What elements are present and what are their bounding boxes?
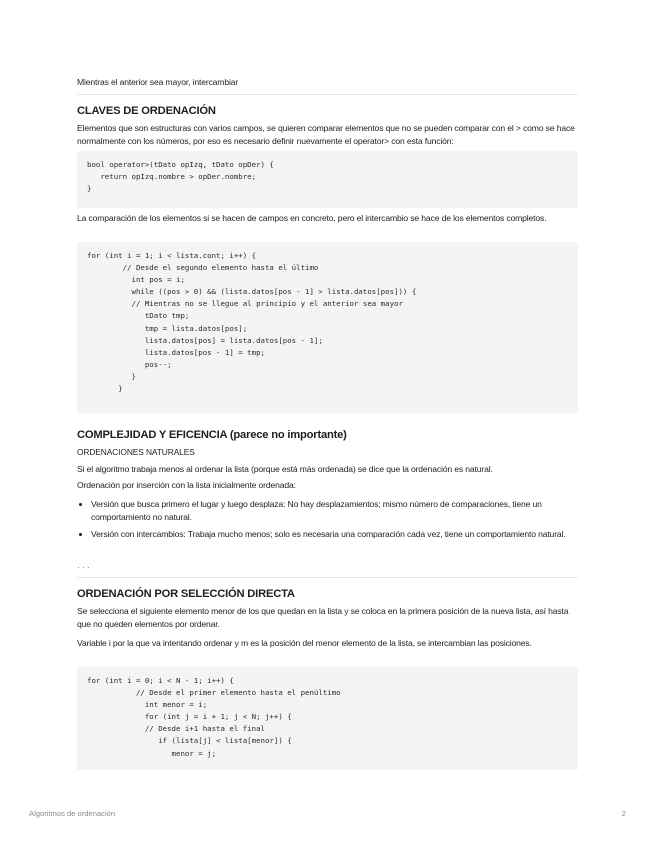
- code-block-insercion: for (int i = 1; i < lista.cont; i++) { // Desde el segundo elemento hasta el último int pos = i; while ((pos > 0) && (lista.datos[pos - 1] > lista.datos[pos])) { // Mientras no se llegue al principio y el anterior sea mayor tDato tmp; tmp = lista.datos[pos]; lista.datos[pos] = lista.datos[pos - 1]; lista.datos[pos - 1] = tmp; pos--; } }: [77, 242, 578, 413]
- list-item: • Versión que busca primero el lugar y luego desplaza: No hay desplazamientos; mismo número de comparaciones, tiene un comportamiento no natural.: [91, 498, 578, 523]
- paragraph-seleccion: Se selecciona el siguiente elemento menor de los que quedan en la lista y se coloca en la primera posición de la nueva lista, así hasta que no queden elementos por ordenar.: [77, 606, 569, 629]
- section-title-claves: CLAVES DE ORDENACIÓN: [77, 105, 216, 117]
- subtitle-ordenaciones-naturales: ORDENACIONES NATURALES: [77, 447, 195, 457]
- ellipsis: · · ·: [77, 562, 90, 572]
- list-item: • Versión con intercambios: Trabaja mucho menos; solo es necesaria una comparación cada vez, tiene un comportamiento natural.: [91, 528, 578, 541]
- code-block-seleccion: for (int i = 0; i < N - 1; i++) { // Desde el primer elemento hasta el penúltimo int menor = i; for (int j = i + 1; j < N; j++) { // Desde i+1 hasta el final if (lista[j] < lista[menor]) { menor = j;: [77, 667, 578, 770]
- paragraph-comparacion: La comparación de los elementos si se hacen de campos en concreto, pero el intercambio se hace de los elementos completos.: [77, 213, 547, 223]
- divider: [77, 577, 578, 578]
- paragraph-claves: Elementos que son estructuras con varios campos, se quieren comparar elementos que no se pueden comparar con el > como se hace normalmente con los números, por eso es necesario definir nuevamente el operator> con esta función:: [77, 123, 575, 146]
- code-block-operator: bool operator>(tDato opIzq, tDato opDer) { return opIzq.nombre > opDer.nombre; }: [77, 151, 578, 208]
- page-number: 2: [621, 809, 626, 818]
- intro-line: Mientras el anterior sea mayor, intercambiar: [77, 77, 239, 87]
- paragraph-natural: Si el algoritmo trabaja menos al ordenar la lista (porque está más ordenada) se dice que la ordenación es natural.: [77, 464, 493, 474]
- bullet-list: [77, 498, 578, 541]
- divider: [77, 94, 578, 95]
- footer-title: Algoritmos de ordenación: [29, 809, 116, 818]
- section-title-complejidad: COMPLEJIDAD Y EFICENCIA (parece no importante): [77, 429, 347, 441]
- paragraph-variable: Variable i por la que va intentando ordenar y m es la posición del menor elemento de la lista, se intercambian las posiciones.: [77, 638, 532, 648]
- section-title-seleccion: ORDENACIÓN POR SELECCIÓN DIRECTA: [77, 588, 295, 600]
- paragraph-insercion: Ordenación por inserción con la lista inicialmente ordenada:: [77, 480, 296, 490]
